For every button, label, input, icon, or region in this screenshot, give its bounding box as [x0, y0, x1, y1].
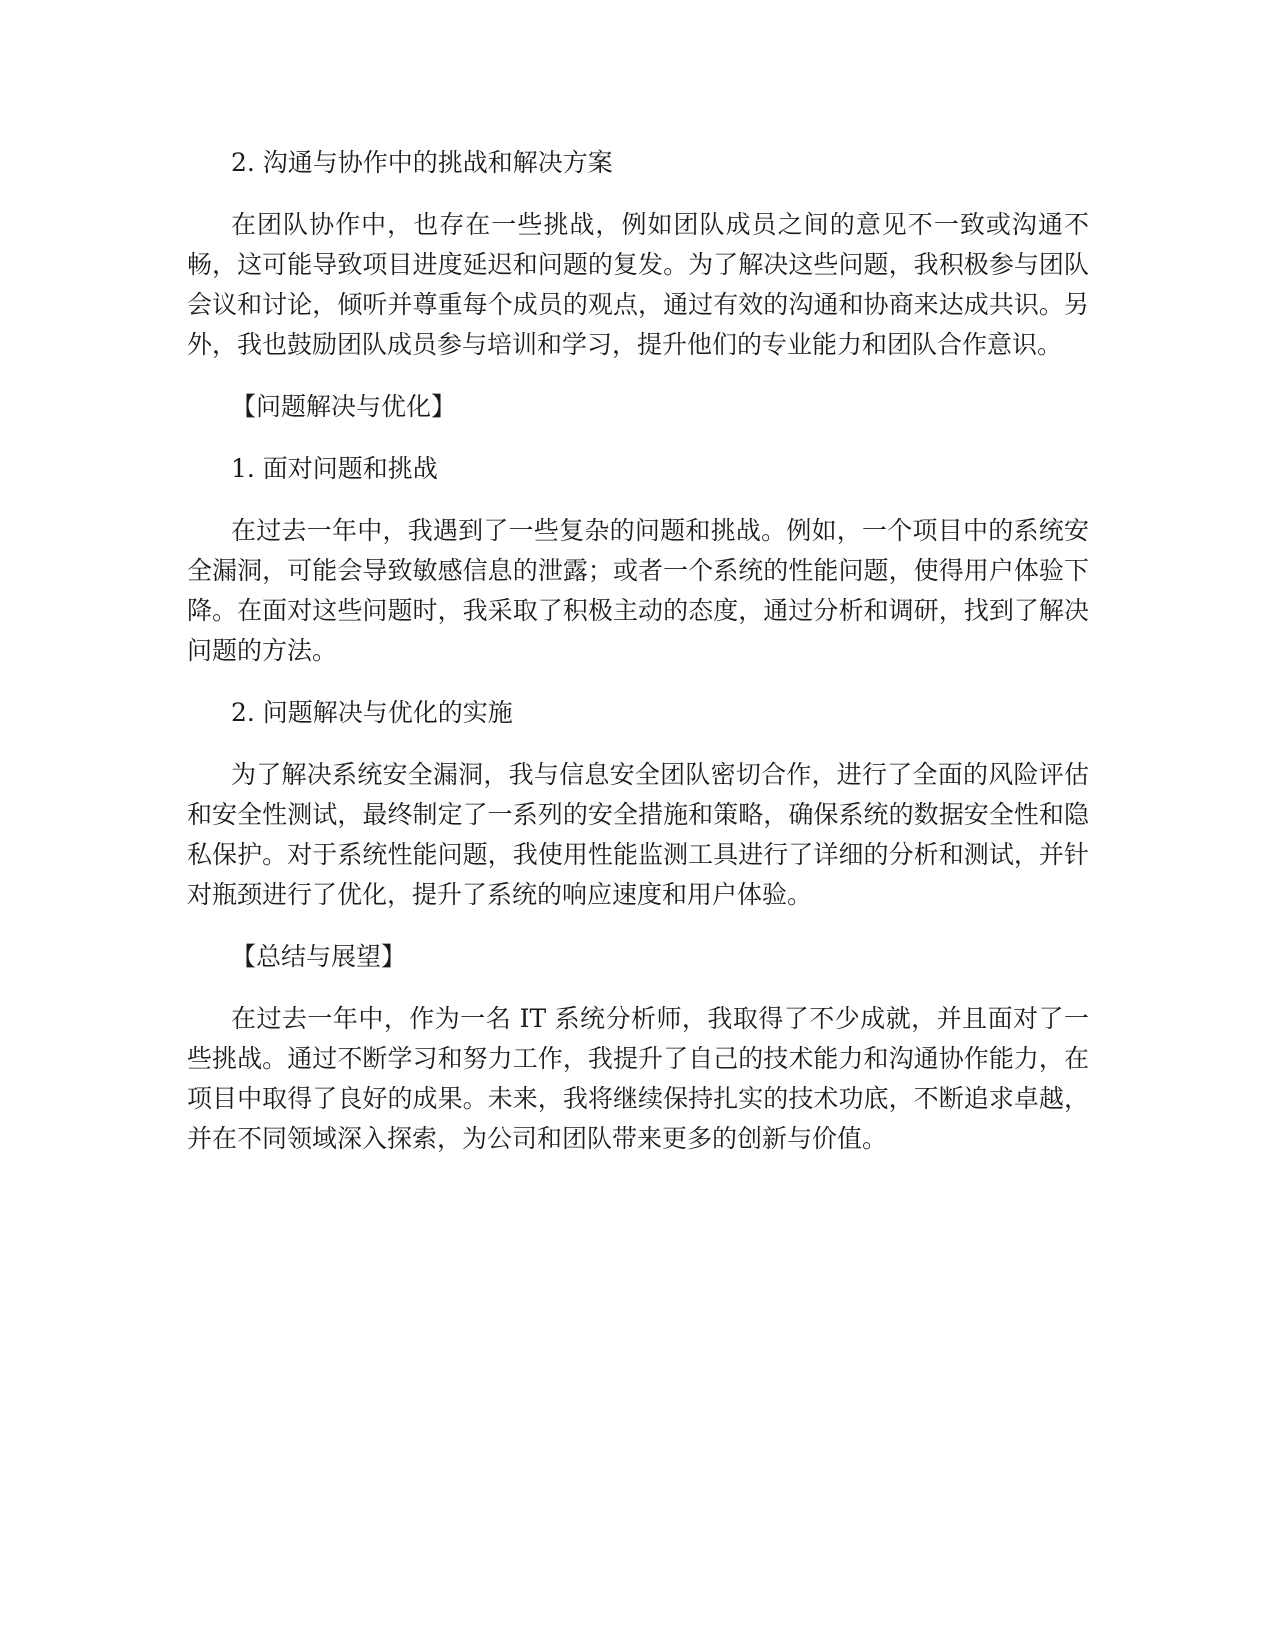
paragraph-summary: 在过去一年中，作为一名 IT 系统分析师，我取得了不少成就，并且面对了一些挑战。通过不断学习和努力工作，我提升了自己的技术能力和沟通协作能力，在项目中取得了良好的成果。未来，我将继续保持扎实的技术功底，不断追求卓越，并在不同领域深入探索，为公司和团队带来更多的创新与价值。	[187, 1004, 1089, 1153]
paragraph-communication-challenges: 在团队协作中，也存在一些挑战，例如团队成员之间的意见不一致或沟通不畅，这可能导致项目进度延迟和问题的复发。为了解决这些问题，我积极参与团队会议和讨论，倾听并尊重每个成员的观点，通过有效的沟通和协商来达成共识。另外，我也鼓励团队成员参与培训和学习，提升他们的专业能力和团队合作意识。	[187, 210, 1089, 359]
document-body	[187, 143, 1089, 1181]
subheading-implementation: 2. 问题解决与优化的实施	[231, 698, 513, 727]
paragraph-facing-problems: 在过去一年中，我遇到了一些复杂的问题和挑战。例如，一个项目中的系统安全漏洞，可能会导致敏感信息的泄露；或者一个系统的性能问题，使得用户体验下降。在面对这些问题时，我采取了积极主动的态度，通过分析和调研，找到了解决问题的方法。	[187, 516, 1089, 665]
subheading-communication-challenges: 2. 沟通与协作中的挑战和解决方案	[231, 148, 613, 177]
subheading-facing-problems: 1. 面对问题和挑战	[231, 454, 438, 483]
section-title-problem-solving: 【问题解决与优化】	[231, 392, 457, 421]
section-title-summary: 【总结与展望】	[231, 942, 407, 971]
paragraph-implementation: 为了解决系统安全漏洞，我与信息安全团队密切合作，进行了全面的风险评估和安全性测试，最终制定了一系列的安全措施和策略，确保系统的数据安全性和隐私保护。对于系统性能问题，我使用性能监测工具进行了详细的分析和测试，并针对瓶颈进行了优化，提升了系统的响应速度和用户体验。	[187, 760, 1089, 909]
